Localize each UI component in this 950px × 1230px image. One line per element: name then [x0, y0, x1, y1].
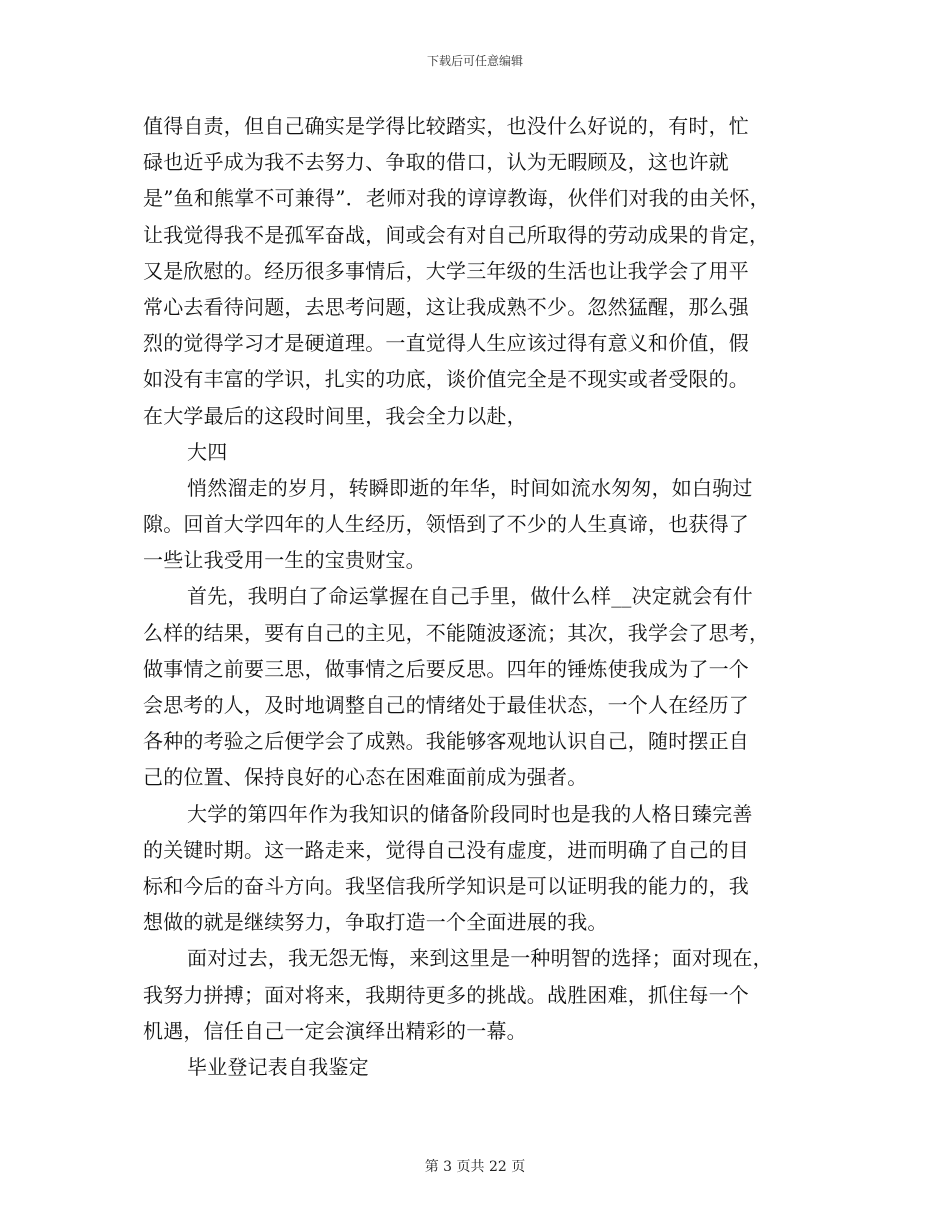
- text-line: 一些让我受用一生的宝贵财宝。: [143, 548, 426, 573]
- text-line: 如没有丰富的学识，扎实的功底，谈价值完全是不现实或者受限的。: [143, 367, 749, 392]
- text-line: 会思考的人，及时地调整自己的情绪处于最佳状态，一个人在经历了: [143, 693, 749, 717]
- text-line: 首先，我明白了命运掌握在自己手里，做什么样__决定就会有什: [187, 584, 753, 609]
- text-line: 又是欣慰的。经历很多事情后，大学三年级的生活也让我学会了用平: [143, 258, 749, 283]
- page-header: 下载后可任意编辑: [426, 54, 523, 68]
- text-line: 隙。回首大学四年的人生经历，领悟到了不少的人生真谛，也获得了: [143, 512, 749, 537]
- text-line: 标和今后的奋斗方向。我坚信我所学知识是可以证明我的能力的，我: [143, 873, 749, 898]
- text-line: 我努力拼搏；面对将来，我期待更多的挑战。战胜困难，抓住每一个: [143, 982, 749, 1007]
- text-line: 常心去看待问题，去思考问题，这让我成熟不少。忽然猛醒，那么强: [143, 294, 749, 319]
- text-line: 做事情之前要三思，做事情之后要反思。四年的锤炼使我成为了一个: [143, 656, 749, 681]
- text-line: 烈的觉得学习才是硬道理。一直觉得人生应该过得有意义和价值，假: [143, 331, 749, 356]
- text-line: 的关键时期。这一路走来，觉得自己没有虚度，进而明确了自己的目: [143, 837, 749, 862]
- text-line: 在大学最后的这段时间里，我会全力以赴，: [143, 403, 527, 428]
- text-line: 各种的考验之后便学会了成熟。我能够客观地认识自己，随时摆正自: [143, 729, 749, 754]
- text-line: 面对过去，我无怨无悔，来到这里是一种明智的选择；面对现在，: [187, 946, 773, 971]
- text-line: 悄然溜走的岁月，转瞬即逝的年华，时间如流水匆匆，如白驹过: [187, 475, 753, 500]
- text-line: 值得自责，但自己确实是学得比较踏实，也没什么好说的，有时，忙: [143, 114, 749, 138]
- text-line: 让我觉得我不是孤军奋战，间或会有对自己所取得的劳动成果的肯定，: [143, 222, 770, 247]
- section-heading: 大四: [187, 439, 228, 464]
- text-line: 想做的就是继续努力，争取打造一个全面进展的我。: [143, 910, 608, 935]
- section-heading: 毕业登记表自我鉴定: [187, 1054, 369, 1079]
- text-line: 么样的结果，要有自己的主见，不能随波逐流；其次，我学会了思考，: [143, 620, 770, 645]
- text-line: 碌也近乎成为我不去努力、争取的借口，认为无暇顾及，这也许就: [143, 150, 729, 175]
- text-line: 大学的第四年作为我知识的储备阶段同时也是我的人格日臻完善: [187, 801, 753, 826]
- text-line: 己的位置、保持良好的心态在困难面前成为强者。: [143, 765, 588, 790]
- page-footer: 第 3 页共 22 页: [424, 1159, 526, 1175]
- text-line: 是”鱼和熊掌不可兼得”．老师对我的谆谆教诲，伙伴们对我的由关怀，: [143, 186, 770, 211]
- text-line: 机遇，信任自己一定会演绎出精彩的一幕。: [143, 1018, 527, 1043]
- document-body: [143, 108, 823, 1085]
